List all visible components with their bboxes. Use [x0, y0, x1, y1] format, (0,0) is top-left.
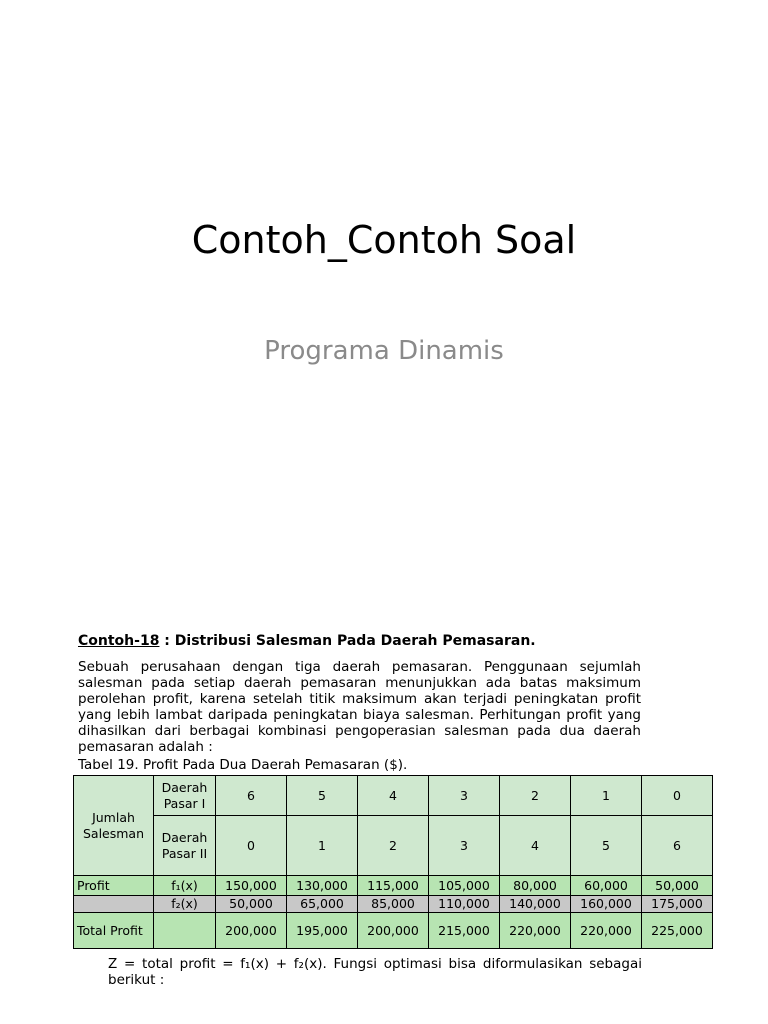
formula-text: Z = total profit = f₁(x) + f₂(x). Fungsi optimasi bisa diformulasikan sebagai berikut :: [108, 956, 642, 988]
table-cell: 195,000: [287, 913, 358, 949]
excerpt-image: [78, 633, 718, 988]
table-cell: [154, 913, 216, 949]
table-cell: 4: [358, 776, 429, 816]
row-label-pasar-2: Daerah Pasar II: [154, 816, 216, 876]
table-row: [74, 816, 713, 876]
table-cell: 80,000: [500, 876, 571, 896]
excerpt-heading: [78, 633, 718, 649]
table-cell: 220,000: [571, 913, 642, 949]
table-row: [74, 776, 713, 816]
table-cell: 110,000: [429, 896, 500, 913]
table-caption: Tabel 19. Profit Pada Dua Daerah Pemasaran ($).: [78, 757, 408, 773]
slide-subtitle: Programa Dinamis: [264, 336, 504, 366]
table-cell: 200,000: [216, 913, 287, 949]
excerpt-paragraph: Sebuah perusahaan dengan tiga daerah pemasaran. Penggunaan sejumlah salesman pada setiap daerah pemasaran menunjukkan ada batas maksimum perolehan profit, karena setelah titik maksimum akan terjadi peningkatan profit yang lebih lambat daripada peningkatan biaya salesman. Perhitungan profit yang dihasilkan dari berbagai kombinasi pengoperasian salesman pada dua daerah pemasaran adalah :: [78, 659, 641, 755]
table-cell: 130,000: [287, 876, 358, 896]
row-label-pasar-1: Daerah Pasar I: [154, 776, 216, 816]
table-cell: 2: [500, 776, 571, 816]
table-cell: [74, 896, 154, 913]
table-cell: 85,000: [358, 896, 429, 913]
table-cell: 2: [358, 816, 429, 876]
table-cell: 0: [216, 816, 287, 876]
table-cell: 200,000: [358, 913, 429, 949]
f2-label: f₂(x): [154, 896, 216, 913]
table-cell: 115,000: [358, 876, 429, 896]
table-cell: 3: [429, 816, 500, 876]
profit-table: [73, 775, 713, 949]
table-cell: 105,000: [429, 876, 500, 896]
table-cell: 225,000: [642, 913, 713, 949]
total-profit-label: Total Profit: [74, 913, 154, 949]
table-cell: 215,000: [429, 913, 500, 949]
table-cell: 1: [571, 776, 642, 816]
f1-label: f₁(x): [154, 876, 216, 896]
table-row: [74, 876, 713, 896]
example-title: : Distribusi Salesman Pada Daerah Pemasaran.: [159, 633, 536, 649]
corner-label: Jumlah Salesman: [74, 776, 154, 876]
table-cell: 0: [642, 776, 713, 816]
table-cell: 6: [216, 776, 287, 816]
table-cell: 5: [287, 776, 358, 816]
table-cell: 50,000: [642, 876, 713, 896]
table-cell: 6: [642, 816, 713, 876]
table-cell: 150,000: [216, 876, 287, 896]
table-cell: 50,000: [216, 896, 287, 913]
table-cell: 3: [429, 776, 500, 816]
table-row: [74, 896, 713, 913]
table-cell: 5: [571, 816, 642, 876]
table-row: [74, 913, 713, 949]
table-cell: 160,000: [571, 896, 642, 913]
profit-label: Profit: [74, 876, 154, 896]
table-cell: 1: [287, 816, 358, 876]
table-cell: 65,000: [287, 896, 358, 913]
table-cell: 4: [500, 816, 571, 876]
example-number: Contoh-18: [78, 633, 160, 649]
table-cell: 220,000: [500, 913, 571, 949]
slide-title: Contoh_Contoh Soal: [191, 218, 577, 262]
table-cell: 140,000: [500, 896, 571, 913]
table-cell: 60,000: [571, 876, 642, 896]
table-cell: 175,000: [642, 896, 713, 913]
